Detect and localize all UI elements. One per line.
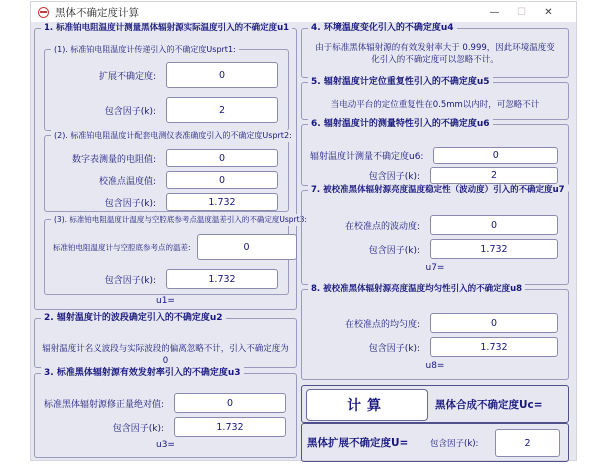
section-u4-title: 4. 环境温度变化引入的不确定度u4: [308, 22, 457, 34]
sub-usprt2-groupbox: [44, 131, 292, 212]
coverage-factor-label: 包含因子(k):: [368, 343, 420, 354]
emissivity-correction-label: 标准黑体辐射源修正量绝对值:: [43, 399, 164, 410]
section-u6-title: 6. 辐射温度计的测量特性引入的不确定度u6: [308, 118, 493, 130]
section-u1-title: 1. 标准铂电阻温度计测量黑体辐射源实际温度引入的不确定度u1: [41, 22, 292, 34]
field-row: [53, 193, 278, 211]
close-icon[interactable]: ✕: [544, 6, 553, 18]
expanded-uncertainty-result-label: 黑体扩展不确定度U=: [307, 437, 409, 449]
field-row: [53, 62, 278, 88]
thermometer-uncertainty-label: 辐射温度计测量不确定度u6:: [310, 152, 424, 162]
field-row: [53, 149, 278, 167]
coverage-factor-label: 包含因子(k):: [104, 275, 156, 286]
coverage-factor-label: 包含因子(k):: [368, 172, 420, 182]
fluctuation-label: 在校准点的波动度:: [344, 221, 420, 232]
section-u6-groupbox: [301, 119, 569, 186]
section-u1-groupbox: [34, 23, 307, 310]
field-row: [53, 234, 278, 260]
u7-result-label: u7=: [425, 263, 445, 273]
thermometer-uncertainty-input[interactable]: [433, 147, 558, 164]
coverage-factor-input[interactable]: [174, 417, 286, 437]
app-window: [30, 1, 577, 461]
coverage-factor-input[interactable]: [166, 97, 278, 123]
section-u5-note: 当电动平台的定位重复性在0.5mm以内时，可忽略不计: [330, 100, 540, 110]
footer-calc-panel: [301, 385, 569, 423]
section-u3-title: 3. 标准黑体辐射源有效发射率引入的不确定度u3: [41, 367, 244, 379]
app-logo-icon: [38, 7, 49, 18]
expanded-uncertainty-input[interactable]: [166, 62, 278, 88]
minimize-icon[interactable]: —: [489, 6, 500, 18]
footer-expanded-panel: [301, 423, 569, 462]
section-u5-title: 5. 辐射温度计定位重复性引入的不确定度u5: [308, 76, 493, 88]
digital-meter-resistance-input[interactable]: [166, 149, 278, 167]
temp-difference-input[interactable]: [197, 234, 297, 260]
field-row: [310, 167, 558, 184]
uniformity-label: 在校准点的均匀度:: [344, 319, 420, 330]
section-u5-groupbox: [301, 77, 569, 120]
footer-coverage-factor-label: 包含因子(k):: [430, 438, 479, 449]
window-title: 黑体不确定度计算: [55, 6, 139, 19]
window-controls: [481, 3, 562, 21]
coverage-factor-label: 包含因子(k):: [104, 198, 156, 209]
temp-difference-label: 标准铂电阻温度计与空腔底参考点的温差:: [53, 242, 191, 252]
sub-usprt1-title: (1). 标准铂电阻温度计传递引入的不确定度Usprt1:: [51, 44, 239, 56]
section-u4-groupbox: [301, 23, 569, 78]
sub-usprt3-title: (3). 标准铂电阻温度计温度与空腔底参考点温度温差引入的不确定度Usprt3:: [51, 214, 310, 226]
coverage-factor-input[interactable]: [430, 167, 558, 184]
coverage-factor-input[interactable]: [166, 193, 278, 211]
maximize-icon[interactable]: ☐: [517, 6, 526, 18]
section-u3-groupbox: [34, 368, 297, 458]
field-row: [310, 337, 558, 357]
calculate-button[interactable]: 计算: [306, 389, 428, 421]
coverage-factor-label: 包含因子(k):: [368, 245, 420, 256]
sub-usprt1-groupbox: [44, 45, 289, 131]
calibration-point-temp-input[interactable]: [166, 171, 278, 189]
section-u2-title: 2. 辐射温度计的波段确定引入的不确定度u2: [41, 312, 226, 324]
coverage-factor-input[interactable]: [430, 239, 558, 259]
coverage-factor-label: 包含因子(k):: [112, 423, 164, 434]
emissivity-correction-input[interactable]: [174, 393, 286, 413]
field-row: [43, 393, 286, 413]
footer-coverage-factor-input[interactable]: [495, 429, 560, 457]
section-u4-note: 由于标准黑体辐射源的有效发射率大于 0.999，因此环境温度变化引入的不确定度可以忽略不计。: [315, 43, 555, 66]
coverage-factor-label: 包含因子(k):: [104, 106, 156, 117]
digital-meter-resistance-label: 数字表测量的电阻值:: [71, 154, 156, 165]
sub-usprt3-groupbox: [44, 215, 307, 295]
u8-result-label: u8=: [425, 361, 445, 371]
section-u2-note: 辐射温度计名义波段与实际波段的偏离忽略不计，引入不确定度为0: [42, 344, 289, 367]
u3-result-label: u3=: [156, 440, 175, 450]
calibration-point-temp-label: 校准点温度值:: [98, 176, 156, 187]
expanded-uncertainty-label: 扩展不确定度:: [98, 71, 156, 82]
field-row: [43, 417, 286, 437]
u1-result-label: u1=: [156, 296, 175, 306]
coverage-factor-input[interactable]: [430, 337, 558, 357]
sub-usprt2-title: (2). 标准铂电阻温度计配套电测仪表准确度引入的不确定度Usprt2:: [51, 130, 295, 142]
fluctuation-input[interactable]: [430, 215, 558, 235]
field-row: [310, 239, 558, 259]
field-row: [53, 97, 278, 123]
field-row: [53, 171, 278, 189]
combined-uncertainty-label: 黑体合成不确定度Uc=: [435, 398, 543, 411]
field-row: [310, 313, 558, 333]
field-row: [53, 269, 278, 289]
uniformity-input[interactable]: [430, 313, 558, 333]
section-u2-groupbox: [34, 313, 297, 368]
section-u7-groupbox: [301, 185, 569, 285]
coverage-factor-input[interactable]: [166, 269, 278, 289]
title-bar: [31, 2, 576, 22]
section-u8-title: 8. 被校准黑体辐射源亮度温度均匀性引入的不确定度u8: [308, 283, 525, 295]
section-u8-groupbox: [301, 284, 569, 380]
field-row: [310, 147, 558, 164]
field-row: [310, 215, 558, 235]
section-u7-title: 7. 被校准黑体辐射源亮度温度稳定性（波动度）引入的不确定度u7: [308, 184, 568, 196]
